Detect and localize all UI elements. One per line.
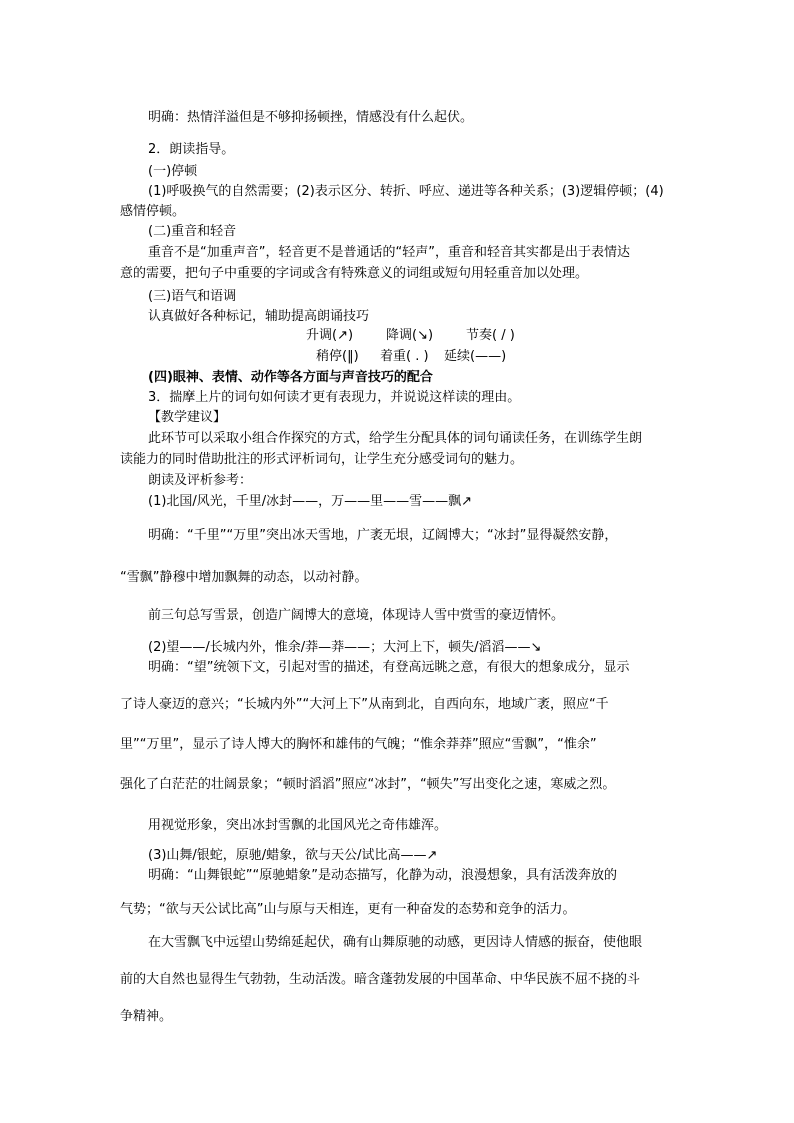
verse-1-analysis-line-1: 明确：“千里”“万里”突出冰天雪地，广袤无垠，辽阔博大；“冰封”显得凝然安静， [148,528,618,543]
verse-2-analysis-line-2: 了诗人豪迈的意兴；“长城内外”“大河上下”从南到北，自西向东，地域广袤，照应“千 [120,697,609,712]
verse-2-summary: 用视觉形象，突出冰封雪飘的北国风光之奇伟雄浑。 [148,818,448,833]
verse-2: (2)望——/长城内外，惟余/莽—莽——；大河上下，顿失/滔滔——↘ [148,640,542,655]
verse-3-analysis-line-2: 气势；“欲与天公试比高”山与原与天相连，更有一种奋发的态势和竞争的活力。 [120,902,576,917]
verse-2-analysis-line-4: 强化了白茫茫的壮阔景象；“顿时滔滔”照应“冰封”，“顿失”写出变化之速，寒威之烈。 [120,777,616,792]
subheading-pause: (一)停顿 [148,164,198,179]
teaching-advice-heading: 【教学建议】 [148,410,227,425]
stress-text-line-1: 重音不是“加重声音”，轻音更不是普通话的“轻声”，重音和轻音其实都是出于表情达 [148,245,630,260]
verse-3: (3)山舞/银蛇，原驰/蜡象，欲与天公/试比高——↗ [148,848,438,863]
mark-rising-tone: 升调(↗) [306,328,354,343]
verse-1: (1)北国/风光，千里/冰封——，万——里——雪——飘↗ [148,494,473,509]
reading-reference-label: 朗读及评析参考： [148,473,253,488]
teaching-advice-line-1: 此环节可以采取小组合作探究的方式，给学生分配具体的词句诵读任务，在训练学生朗 [148,431,643,446]
verse-2-analysis-line-1: 明确：“望”统领下文，引起对雪的描述，有登高远眺之意，有很大的想象成分，显示 [148,660,630,675]
section-heading-analysis: 3．揣摩上片的词句如何读才更有表现力，并说说这样读的理由。 [148,390,521,405]
pause-text-line-2: 感情停顿。 [120,204,186,219]
conclusion-paragraph: 明确：热情洋溢但是不够抑扬顿挫，情感没有什么起伏。 [148,110,474,125]
mark-short-pause: 稍停(‖) [316,349,359,364]
subheading-coordination: (四)眼神、表情、动作等各方面与声音技巧的配合 [148,370,433,385]
mark-emphasis: 着重( . ) [380,349,429,364]
closing-paragraph-line-1: 在大雪飘飞中远望山势绵延起伏，确有山舞原驰的动感，更因诗人情感的振奋，使他眼 [148,935,643,950]
closing-paragraph-line-3: 争精神。 [120,1009,173,1024]
mark-rhythm: 节奏( / ) [466,328,515,343]
verse-1-analysis-line-2: “雪飘”静穆中增加飘舞的动态，以动衬静。 [120,570,368,585]
section-heading-reading-guide: 2．朗读指导。 [148,142,235,157]
closing-paragraph-line-2: 前的大自然也显得生气勃勃，生动活泼。暗含蓬勃发展的中国革命、中华民族不屈不挠的斗 [120,972,641,987]
subheading-tone: (三)语气和语调 [148,289,237,304]
mark-falling-tone: 降调(↘) [386,328,434,343]
verse-2-analysis-line-3: 里”“万里”，显示了诗人博大的胸怀和雄伟的气魄；“惟余莽莽”照应“雪飘”，“惟余” [120,737,597,752]
verse-1-summary: 前三句总写雪景，创造广阔博大的意境，体现诗人雪中赏雪的豪迈情怀。 [148,608,565,623]
tone-text: 认真做好各种标记，辅助提高朗诵技巧 [148,309,370,324]
teaching-advice-line-2: 读能力的同时借助批注的形式评析词句，让学生充分感受词句的魅力。 [120,452,524,467]
verse-3-analysis-line-1: 明确：“山舞银蛇”“原驰蜡象”是动态描写，化静为动，浪漫想象，具有活泼奔放的 [148,868,617,883]
stress-text-line-2: 意的需要，把句子中重要的字词或含有特殊意义的词组或短句用轻重音加以处理。 [120,266,589,281]
pause-text-line-1: (1)呼吸换气的自然需要；(2)表示区分、转折、呼应、递进等各种关系；(3)逻辑停顿；(4) [148,184,664,199]
subheading-stress: (二)重音和轻音 [148,224,237,239]
mark-continuation: 延续(——) [444,349,507,364]
